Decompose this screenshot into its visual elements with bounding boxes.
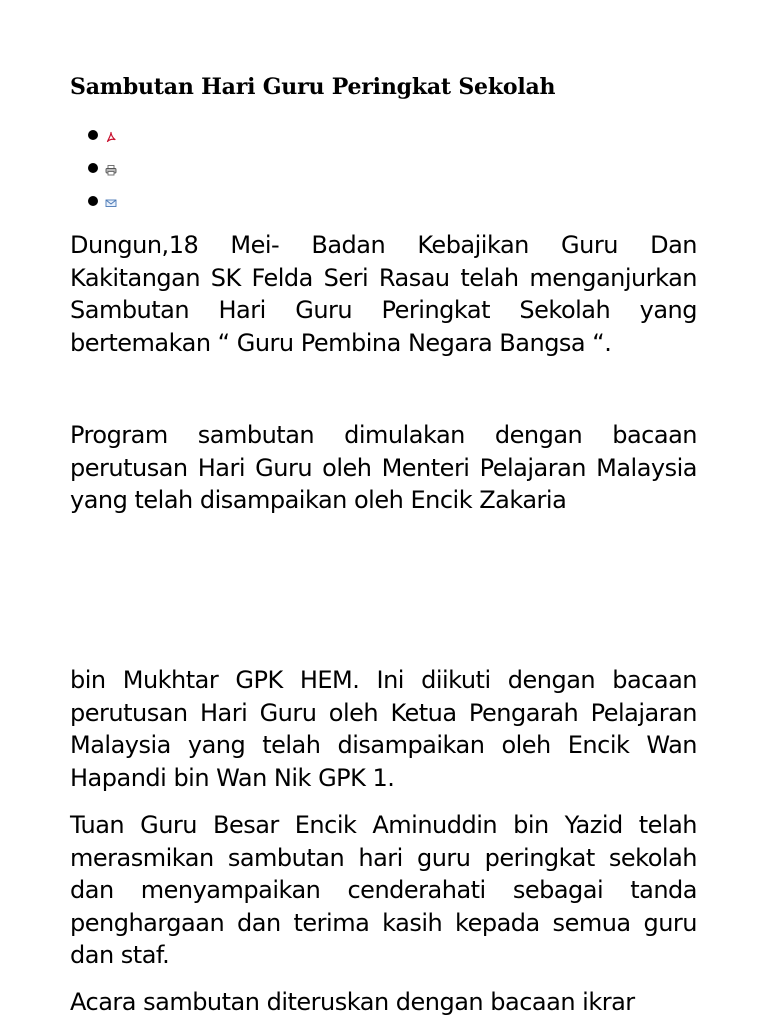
article-paragraph-3: bin Mukhtar GPK HEM. Ini diikuti dengan bacaan perutusan Hari Guru oleh Ketua Pengarah Pelajaran Malaysia yang telah disampaikan oleh Encik Wan Hapandi bin Wan Nik GPK 1. (70, 666, 697, 792)
bullet-icon (88, 163, 98, 173)
bullet-icon (88, 196, 98, 206)
tool-item-print (88, 155, 128, 188)
print-icon[interactable] (105, 163, 117, 175)
email-icon[interactable] (105, 196, 117, 208)
article-tools-list (88, 122, 128, 221)
bullet-icon (88, 130, 98, 140)
article-paragraph-5: Acara sambutan diteruskan dengan bacaan ikrar (70, 988, 635, 1016)
tool-item-email (88, 188, 128, 221)
article-title: Sambutan Hari Guru Peringkat Sekolah (70, 74, 556, 100)
article-paragraph-1: Dungun,18 Mei- Badan Kebajikan Guru Dan Kakitangan SK Felda Seri Rasau telah menganjurkan Sambutan Hari Guru Peringkat Sekolah yang bertemakan “ Guru Pembina Negara Bangsa “. (70, 231, 697, 357)
pdf-icon[interactable] (105, 130, 117, 142)
article-paragraph-4: Tuan Guru Besar Encik Aminuddin bin Yazid telah merasmikan sambutan hari guru peringkat sekolah dan menyampaikan cenderahati sebagai tanda penghargaan dan terima kasih kepada semua guru dan staf. (70, 811, 697, 969)
tool-item-pdf (88, 122, 128, 155)
article-paragraph-2: Program sambutan dimulakan dengan bacaan perutusan Hari Guru oleh Menteri Pelajaran Malaysia yang telah disampaikan oleh Encik Zakaria (70, 421, 697, 514)
